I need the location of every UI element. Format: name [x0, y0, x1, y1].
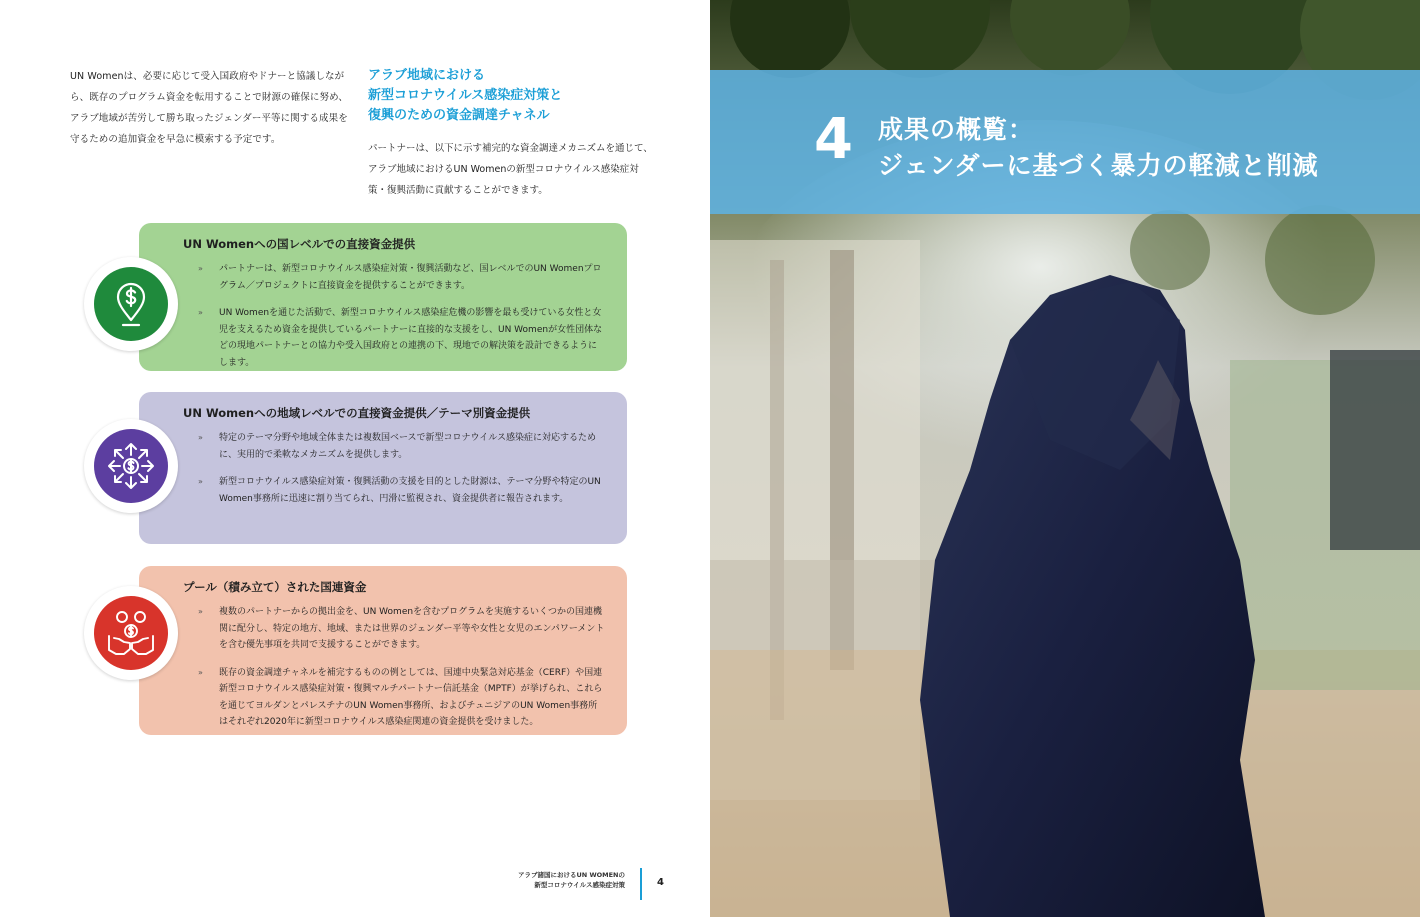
card-bullet-list — [183, 604, 605, 731]
card-bullet — [183, 474, 605, 507]
bullet-glyph: » — [198, 433, 203, 442]
funding-card-country — [139, 223, 627, 371]
card-bullet — [183, 261, 605, 294]
section-heading — [368, 66, 648, 126]
hands-coins-badge — [84, 586, 178, 680]
card-title: UN Womenへの地域レベルでの直接資金提供／テーマ別資金提供 — [183, 406, 531, 420]
right-page — [710, 0, 1420, 917]
bullet-text: 特定のテーマ分野や地域全体または複数国ベースで新型コロナウイルス感染症に対応するために、実用的で柔軟なメカニズムを提供します。 — [219, 433, 597, 460]
location-dollar-badge — [84, 257, 178, 351]
hands-coins-icon — [94, 596, 168, 670]
bullet-text: 複数のパートナーからの拠出金を、UN Womenを含むプログラムを実施するいくつかの国連機関に配分し、特定の地方、地域、または世界のジェンダー平等や女性と女児のエンパワーメントを含む優先事項を共同で支援することができます。 — [219, 607, 605, 650]
bullet-glyph: » — [198, 477, 203, 486]
bullet-text: パートナーは、新型コロナウイルス感染症対策・復興活動など、国レベルでのUN Womenプログラム／プロジェクトに直接資金を提供することができます。 — [219, 264, 602, 291]
section-heading-line: アラブ地域における — [368, 68, 486, 83]
footer-publication-title — [470, 870, 625, 890]
footer-line: 新型コロナウイルス感染症対策 — [534, 881, 625, 889]
card-bullet — [183, 305, 605, 371]
chapter-title — [878, 112, 1319, 184]
bullet-glyph: » — [198, 667, 203, 677]
intro-paragraph: UN Womenは、必要に応じて受入国政府やドナーと協議しながら、既存のプログラム資金を転用することで財源の確保に努め、アラブ地域が苦労して勝ち取ったジェンダー平等に関する成果を守るための追加資金を早急に模索する予定です。 — [70, 71, 348, 145]
chapter-title-line: ジェンダーに基づく暴力の軽減と削減 — [878, 151, 1319, 180]
bullet-text: 既存の資金調達チャネルを補完するものの例としては、国連中央緊急対応基金（CERF）や国連新型コロナウイルス感染症対策・復興マルチパートナー信託基金（MPTF）が挙げられ、これらを通じてヨルダンとパレスチナのUN Women事務所、およびチュニジアのUN Women事務所はそれぞれ2020年に新型コロナウイルス感染症関連の資金提供を受けました。 — [219, 667, 603, 727]
card-bullet — [183, 604, 605, 654]
card-bullet-list — [183, 261, 605, 371]
funding-card-pooled — [139, 566, 627, 735]
location-dollar-icon — [94, 267, 168, 341]
dollar-arrows-icon — [94, 429, 168, 503]
chapter-number: 4 — [814, 107, 853, 172]
bullet-glyph: » — [198, 607, 203, 616]
bullet-text: UN Womenを通じた活動で、新型コロナウイルス感染症危機の影響を最も受けている女性と女児を支えるため資金を提供しているパートナーに直接的な支援をし、UN Womenが女性団体などの現地パートナーとの協力や受入国政府との連携の下、現地での解決策を設計できるようにします。 — [219, 308, 603, 368]
page-number: 4 — [657, 877, 664, 888]
card-title: プール（積み立て）された国連資金 — [183, 580, 367, 594]
footer-divider — [640, 868, 642, 900]
footer-line: アラブ諸国におけるUN WOMENの — [517, 871, 625, 879]
card-bullet — [183, 430, 605, 463]
chapter-title-line: 成果の概覧： — [878, 115, 1035, 144]
card-bullet — [183, 665, 605, 731]
bullet-glyph: » — [198, 308, 203, 317]
dollar-arrows-badge — [84, 419, 178, 513]
bullet-glyph: » — [198, 264, 203, 273]
section-heading-line: 復興のための資金調達チャネル — [368, 108, 550, 123]
card-bullet-list — [183, 430, 605, 507]
section-body: パートナーは、以下に示す補完的な資金調達メカニズムを通じて、アラブ地域におけるUN Womenの新型コロナウイルス感染症対策・復興活動に貢献することができます。 — [368, 143, 653, 196]
section-heading-line: 新型コロナウイルス感染症対策と — [368, 88, 563, 103]
card-title: UN Womenへの国レベルでの直接資金提供 — [183, 237, 416, 251]
funding-card-regional — [139, 392, 627, 544]
bullet-text: 新型コロナウイルス感染症対策・復興活動の支援を目的とした財源は、テーマ分野や特定のUN Women事務所に迅速に割り当てられ、円滑に監視され、資金提供者に報告されます。 — [219, 477, 601, 504]
